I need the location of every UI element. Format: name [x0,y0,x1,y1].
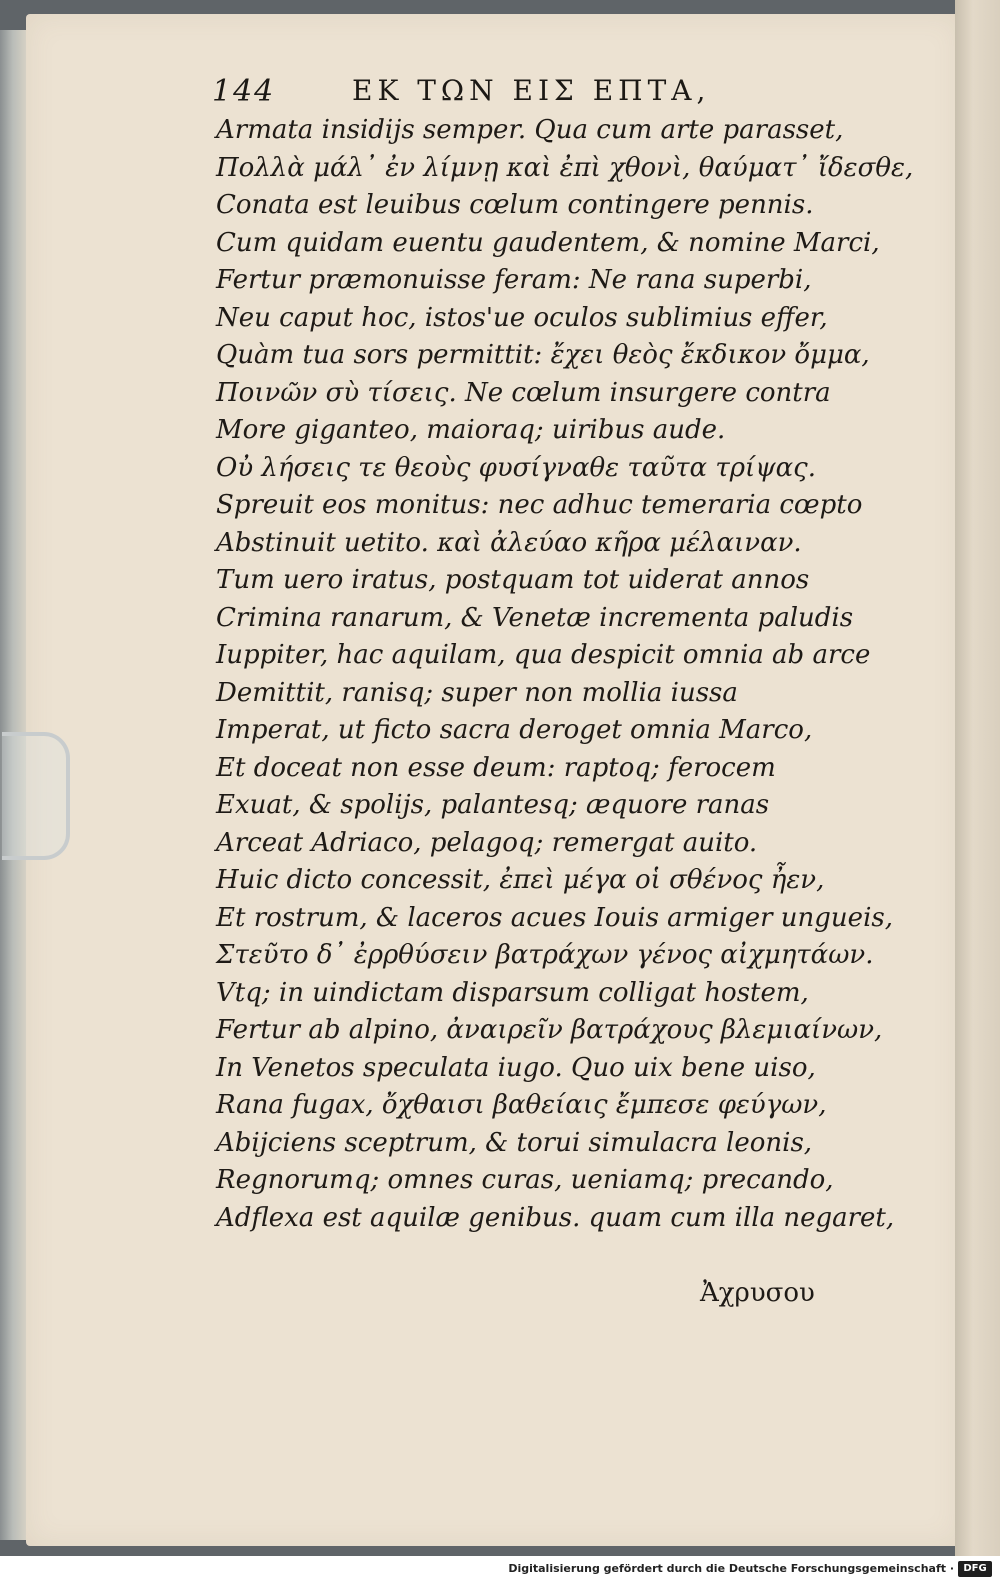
running-head: ΕΚ ΤΩΝ ΕΙΣ ΕΠΤΑ, [352,74,711,107]
text-line: Exuat, & spolijs, palantesq; æquore ranas [216,790,770,820]
text-line: Imperat, ut ficto sacra deroget omnia Marco, [216,715,813,745]
text-line: Armata insidijs semper. Qua cum arte parasset, [216,115,844,145]
text-line: Conata est leuibus cœlum contingere pennis. [216,190,814,220]
text-block [216,112,914,1237]
text-line: Iuppiter, hac aquilam, qua despicit omnia ab arce [216,640,871,670]
text-line: Abstinuit uetito. καὶ ἀλεύαο κῆρα μέλαιναν. [216,527,802,558]
text-line: Demittit, ranisq; super non mollia iussa [216,677,738,708]
text-line: Huic dicto concessit, ἐπεὶ μέγα οἱ σθένος ἦεν, [216,865,825,895]
text-line: Et doceat non esse deum: raptoq; ferocem [216,752,776,783]
text-line: Vtq; in uindictam disparsum colligat hostem, [216,977,809,1008]
text-line: Fertur præmonuisse feram: Ne rana superbi, [216,265,812,295]
text-line: Fertur ab alpino, ἀναιρεῖν βατράχους βλεμιαίνων, [216,1015,883,1045]
page-header [212,74,732,114]
catchword: Ἀχρυσου [700,1278,815,1308]
text-line: More giganteo, maioraq; uiribus aude. [216,415,726,445]
page-clip [2,732,70,860]
text-line: Neu caput hoc, istos'ue oculos sublimius effer, [216,302,828,333]
text-line: In Venetos speculata iugo. Quo uix bene uiso, [216,1052,816,1083]
text-line: Πολλὰ μάλ᾽ ἐν λίμνῃ καὶ ἐπὶ χθονὶ, θαύματ᾽ ἴδεσθε, [216,152,914,183]
text-line: Crimina ranarum, & Venetæ incrementa paludis [216,602,854,633]
funding-note: Digitalisierung gefördert durch die Deutsche Forschungsgemeinschaft · [508,1562,954,1575]
text-line: Regnorumq; omnes curas, ueniamq; precando, [216,1165,834,1195]
page-number: 144 [212,74,276,109]
text-line: Quàm tua sors permittit: ἔχει θεὸς ἔκδικον ὄμμα, [216,340,870,370]
text-line: Cum quidam euentu gaudentem, & nomine Marci, [216,227,880,258]
text-line: Rana fugax, ὄχθαισι βαθείαις ἔμπεσε φεύγων, [216,1090,827,1120]
text-line: Οὐ λήσεις τε θεοὺς φυσίγναθε ταῦτα τρίψας. [216,452,816,483]
text-line: Tum uero iratus, postquam tot uiderat annos [216,565,810,595]
text-line: Arceat Adriaco, pelagoq; remergat auito. [216,827,758,858]
text-line: Adflexa est aquilæ genibus. quam cum illa negaret, [216,1202,895,1233]
dfg-logo: DFG [958,1561,992,1577]
facing-page-edge [955,0,1000,1556]
text-line: Et rostrum, & laceros acues Iouis armiger ungueis, [216,902,893,933]
text-line: Στεῦτο δ᾽ ἐρρθύσειν βατράχων γένος αἰχμητάων. [216,940,874,970]
footer-bar [0,1556,1000,1584]
text-line: Ποινῶν σὺ τίσεις. Ne cœlum insurgere contra [216,377,831,408]
text-line: Spreuit eos monitus: nec adhuc temeraria cœpto [216,490,863,520]
text-line: Abijciens sceptrum, & torui simulacra leonis, [216,1127,813,1158]
